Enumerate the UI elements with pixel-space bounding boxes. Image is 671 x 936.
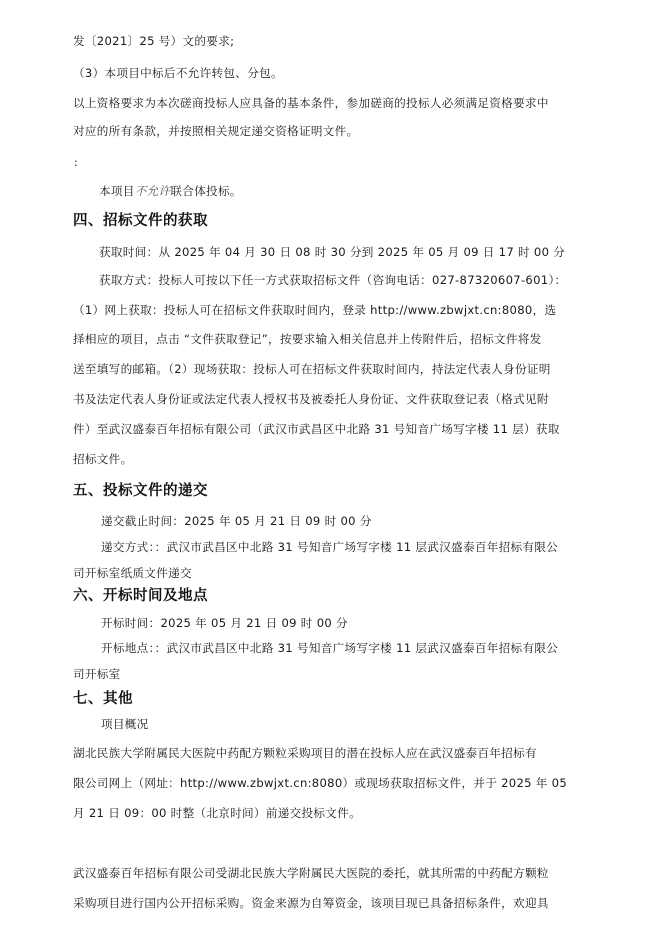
- section-heading: 四、招标文件的获取: [73, 213, 208, 229]
- not-allowed-text: 不允许: [134, 184, 171, 198]
- text-line: 采购项目进行国内公开招标采购。资金来源为自筹资金，该项目现已具备招标条件，欢迎具: [73, 896, 549, 910]
- text-line: 司开标室: [73, 667, 121, 681]
- text-line: 武汉盛泰百年招标有限公司受湖北民族大学附属民大医院的委托，就其所需的中药配方颗粒: [73, 866, 549, 880]
- text-line: 开标地点：：武汉市武昌区中北路 31 号知音广场写字楼 11 层武汉盛泰百年招标有限公: [101, 641, 559, 655]
- text-line: 项目概况: [101, 717, 149, 731]
- section-heading: 五、投标文件的递交: [73, 483, 208, 499]
- text-line: :: [74, 156, 78, 169]
- text-span: 联合体投标。: [170, 184, 242, 198]
- text-line: 件）至武汉盛泰百年招标有限公司（武汉市武昌区中北路 31 号知音广场写字楼 11 层）获取: [73, 422, 560, 436]
- text-line: 获取时间：从 2025 年 04 月 30 日 08 时 30 分到 2025 年 05 月 09 日 17 时 00 分: [99, 245, 566, 259]
- text-line: 发〔2021〕25 号）文的要求;: [73, 34, 235, 48]
- text-line: 递交方式：：武汉市武昌区中北路 31 号知音广场写字楼 11 层武汉盛泰百年招标有限公: [101, 540, 559, 554]
- text-line: 限公司网上（网址：http://www.zbwjxt.cn:8080）或现场获取招标文件，并于 2025 年 05: [73, 776, 568, 790]
- text-line: 招标文件。: [73, 452, 133, 466]
- text-line: 获取方式：投标人可按以下任一方式获取招标文件（咨询电话：027-87320607-601）：: [99, 273, 567, 287]
- text-line: 送至填写的邮箱。（2）现场获取：投标人可在招标文件获取时间内，持法定代表人身份证明: [73, 362, 551, 376]
- section-heading: 七、其他: [73, 691, 133, 707]
- text-line: 司开标室纸质文件递交: [73, 566, 192, 580]
- section-heading: 六、开标时间及地点: [73, 588, 208, 604]
- text-line: 择相应的项目，点击 “文件获取登记”，按要求输入相关信息并上传附件后，招标文件将发: [73, 332, 542, 346]
- text-line: 开标时间：2025 年 05 月 21 日 09 时 00 分: [101, 616, 348, 630]
- text-line: 月 21 日 09：00 时整（北京时间）前递交投标文件。: [73, 806, 361, 820]
- text-line: 湖北民族大学附属民大医院中药配方颗粒采购项目的潜在投标人应在武汉盛泰百年招标有: [73, 746, 537, 760]
- text-line: （3）本项目中标后不允许转包、分包。: [73, 66, 283, 80]
- text-line: （1）网上获取：投标人可在招标文件获取时间内，登录 http://www.zbwjxt.cn:8080，选: [73, 303, 557, 317]
- text-line: 以上资格要求为本次磋商投标人应具备的基本条件，参加磋商的投标人必须满足资格要求中: [73, 96, 549, 110]
- text-line: 书及法定代表人身份证或法定代表人授权书及被委托人身份证、文件获取登记表（格式见附: [73, 392, 549, 406]
- text-line: 对应的所有条款，并按照相关规定递交资格证明文件。: [73, 124, 359, 138]
- text-line: 递交截止时间：2025 年 05 月 21 日 09 时 00 分: [101, 514, 372, 528]
- consortium-line: [99, 184, 639, 198]
- text-span: 本项目: [99, 184, 135, 198]
